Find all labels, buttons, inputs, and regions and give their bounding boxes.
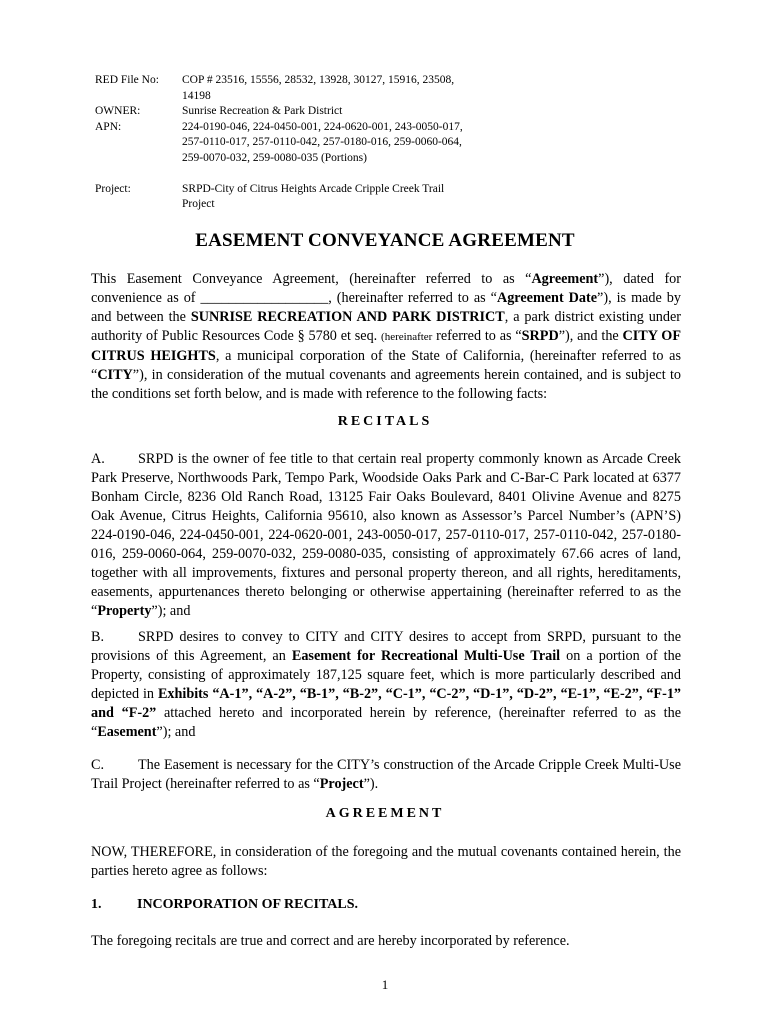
owner-label: OWNER: <box>95 105 141 117</box>
apn-value: 224-0190-046, 224-0450-001, 224-0620-001, 243-0050-017, 257-0110-017, 257-0110-042, 257-0180-016, 259-0060-064, 259-0070-032, 259-0080-035 (Portions) <box>182 120 463 164</box>
project-row <box>95 182 472 213</box>
recital-b-letter: B. <box>91 629 105 645</box>
owner-row <box>95 104 472 120</box>
now-therefore-paragraph: NOW, THEREFORE, in consideration of the foregoing and the mutual covenants contained herein, the parties hereto agree as follows: <box>91 844 681 879</box>
apn-label: APN: <box>95 120 122 133</box>
apn-row <box>95 120 472 167</box>
red-file-value: COP # 23516, 15556, 28532, 13928, 30127, 15916, 23508, 14198 <box>182 74 455 102</box>
intro-paragraph: This Easement Conveyance Agreement, (hereinafter referred to as “Agreement”), dated for convenience as of __________________, (hereinafter referred to as “Agreement Date”), is made by and between the SUNRISE RECREATION AND PARK DISTRICT, a park district existing under authority of Public Resources Code § 5780 et seq. (hereinafter referred to as “SRPD”), and the CITY OF CITRUS HEIGHTS, a municipal corporation of the State of California, (hereinafter referred to as “CITY”), in consideration of the mutual covenants and agreements herein contained, and is subject to the conditions set forth below, and is made with reference to the following facts: <box>91 271 681 402</box>
red-file-label: RED File No: <box>95 74 159 86</box>
section-1-title: INCORPORATION OF RECITALS. <box>137 897 359 912</box>
section-1-number: 1. <box>91 897 102 912</box>
recital-c-letter: C. <box>91 757 105 773</box>
project-label: Project: <box>95 182 131 195</box>
recital-a: A. SRPD is the owner of fee title to that certain real property commonly known as Arcade Creek Park Preserve, Northwoods Park, Tempo Park, Woodside Oaks Park and C-Bar-C Park located at 6377 Bonham Circle, 8236 Old Ranch Road, 13125 Fair Oaks Boulevard, 8401 Olivine Avenue and 8275 Oak Avenue, Citrus Heights, California 95610, also known as Assessor’s Parcel Number’s (APN’S) 224-0190-046, 224-0450-001, 224-0620-001, 243-0050-017, 257-0110-017, 257-0110-042, 257-0180-016, 259-0060-064, 259-0070-032, 259-0080-035, consisting of approximately 67.66 acres of land, together with all improvements, fixtures and personal property thereon, and all rights, hereditaments, easements, appurtenances thereto belonging or otherwise appertaining (hereinafter referred to as the “Property”); and <box>91 451 681 619</box>
project-value: SRPD-City of Citrus Heights Arcade Cripple Creek Trail Project <box>182 182 445 210</box>
recitals-heading: RECITALS <box>337 414 433 429</box>
recital-a-letter: A. <box>91 451 105 467</box>
agreement-heading: AGREEMENT <box>325 806 445 821</box>
page-number: 1 <box>381 977 389 992</box>
file-header <box>95 73 472 213</box>
recital-b: B. SRPD desires to convey to CITY and CITY desires to accept from SRPD, pursuant to the provisions of this Agreement, an Easement for Recreational Multi-Use Trail on a portion of the Property, consisting of approximately 187,125 square feet, which is more particularly described and depicted in Exhibits “A-1”, “A-2”, “B-1”, “B-2”, “C-1”, “C-2”, “D-1”, “D-2”, “E-1”, “E-2”, “F-1” and “F-2” attached hereto and incorporated herein by reference, (hereinafter referred to as the “Easement”); and <box>91 629 682 740</box>
section-1-heading <box>91 897 358 913</box>
recital-c: C. The Easement is necessary for the CITY’s construction of the Arcade Cripple Creek Multi-Use Trail Project (hereinafter referred to as “Project”). <box>91 757 681 792</box>
red-file-row <box>95 73 472 104</box>
owner-value: Sunrise Recreation & Park District <box>182 105 343 117</box>
section-1-text: The foregoing recitals are true and correct and are hereby incorporated by reference. <box>91 933 570 949</box>
document-title: EASEMENT CONVEYANCE AGREEMENT <box>195 230 575 251</box>
